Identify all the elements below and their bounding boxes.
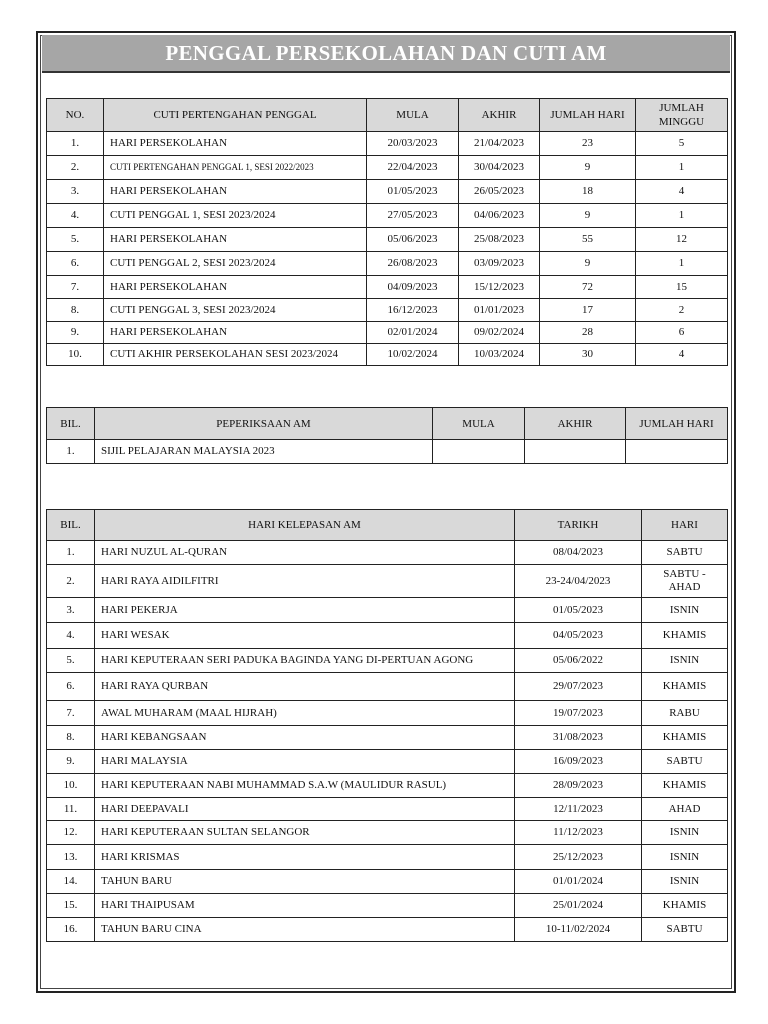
end-date: 25/08/2023 bbox=[459, 228, 540, 252]
row-number: 7. bbox=[47, 701, 95, 726]
term-name: HARI PERSEKOLAHAN bbox=[104, 180, 367, 204]
term-name: HARI PERSEKOLAHAN bbox=[104, 276, 367, 299]
col-header-start: MULA bbox=[433, 408, 525, 440]
table-row bbox=[47, 623, 728, 649]
holiday-day: SABTU bbox=[642, 918, 728, 942]
end-date: 15/12/2023 bbox=[459, 276, 540, 299]
col-header-exam: PEPERIKSAAN AM bbox=[95, 408, 433, 440]
total-weeks: 12 bbox=[636, 228, 728, 252]
table-row bbox=[47, 726, 728, 750]
row-number: 5. bbox=[47, 228, 104, 252]
start-date: 04/09/2023 bbox=[367, 276, 459, 299]
table-row bbox=[47, 204, 728, 228]
holiday-name: HARI WESAK bbox=[95, 623, 515, 649]
row-number: 5. bbox=[47, 649, 95, 673]
table-row bbox=[47, 821, 728, 845]
term-name: HARI PERSEKOLAHAN bbox=[104, 322, 367, 344]
row-number: 4. bbox=[47, 204, 104, 228]
col-header-date: TARIKH bbox=[515, 510, 642, 541]
start-date: 05/06/2023 bbox=[367, 228, 459, 252]
holiday-day: KHAMIS bbox=[642, 774, 728, 798]
term-name: HARI PERSEKOLAHAN bbox=[104, 228, 367, 252]
row-number: 6. bbox=[47, 673, 95, 701]
table-row bbox=[47, 701, 728, 726]
col-header-holiday: HARI KELEPASAN AM bbox=[95, 510, 515, 541]
table-row bbox=[47, 180, 728, 204]
col-header-bil: BIL. bbox=[47, 408, 95, 440]
col-header-end: AKHIR bbox=[459, 99, 540, 132]
holiday-day: ISNIN bbox=[642, 845, 728, 870]
end-date bbox=[525, 440, 626, 464]
holiday-day: SABTU bbox=[642, 541, 728, 565]
table-row bbox=[47, 894, 728, 918]
holiday-day: AHAD bbox=[642, 798, 728, 821]
holiday-date: 11/12/2023 bbox=[515, 821, 642, 845]
holiday-day: ISNIN bbox=[642, 649, 728, 673]
start-date: 02/01/2024 bbox=[367, 322, 459, 344]
table-row bbox=[47, 565, 728, 598]
table-header-row bbox=[47, 510, 728, 541]
row-number: 10. bbox=[47, 344, 104, 366]
holiday-date: 08/04/2023 bbox=[515, 541, 642, 565]
table-row bbox=[47, 132, 728, 156]
term-name: CUTI AKHIR PERSEKOLAHAN SESI 2023/2024 bbox=[104, 344, 367, 366]
col-header-days: JUMLAH HARI bbox=[540, 99, 636, 132]
total-weeks: 1 bbox=[636, 204, 728, 228]
table-header-row bbox=[47, 99, 728, 132]
holiday-name: HARI DEEPAVALI bbox=[95, 798, 515, 821]
row-number: 8. bbox=[47, 726, 95, 750]
start-date: 20/03/2023 bbox=[367, 132, 459, 156]
row-number: 16. bbox=[47, 918, 95, 942]
holiday-name: HARI KRISMAS bbox=[95, 845, 515, 870]
table-row bbox=[47, 276, 728, 299]
start-date bbox=[433, 440, 525, 464]
holiday-date: 04/05/2023 bbox=[515, 623, 642, 649]
holiday-name: HARI RAYA AIDILFITRI bbox=[95, 565, 515, 598]
table-row bbox=[47, 440, 728, 464]
holiday-day: ISNIN bbox=[642, 598, 728, 623]
term-name: CUTI PENGGAL 3, SESI 2023/2024 bbox=[104, 299, 367, 322]
start-date: 10/02/2024 bbox=[367, 344, 459, 366]
term-name: CUTI PERTENGAHAN PENGGAL 1, SESI 2022/2023 bbox=[104, 156, 367, 180]
holiday-date: 23-24/04/2023 bbox=[515, 565, 642, 598]
total-weeks: 1 bbox=[636, 252, 728, 276]
row-number: 11. bbox=[47, 798, 95, 821]
row-number: 6. bbox=[47, 252, 104, 276]
total-weeks: 6 bbox=[636, 322, 728, 344]
col-header-day: HARI bbox=[642, 510, 728, 541]
holiday-name: TAHUN BARU bbox=[95, 870, 515, 894]
start-date: 27/05/2023 bbox=[367, 204, 459, 228]
holiday-day: ISNIN bbox=[642, 821, 728, 845]
start-date: 26/08/2023 bbox=[367, 252, 459, 276]
table-row bbox=[47, 541, 728, 565]
row-number: 4. bbox=[47, 623, 95, 649]
holiday-date: 16/09/2023 bbox=[515, 750, 642, 774]
holiday-date: 12/11/2023 bbox=[515, 798, 642, 821]
col-header-name: CUTI PERTENGAHAN PENGGAL bbox=[104, 99, 367, 132]
total-days: 28 bbox=[540, 322, 636, 344]
exams-table bbox=[46, 407, 728, 464]
holiday-date: 25/01/2024 bbox=[515, 894, 642, 918]
holiday-date: 01/01/2024 bbox=[515, 870, 642, 894]
term-name: HARI PERSEKOLAHAN bbox=[104, 132, 367, 156]
total-days: 18 bbox=[540, 180, 636, 204]
holidays-table bbox=[46, 509, 728, 942]
holiday-name: HARI RAYA QURBAN bbox=[95, 673, 515, 701]
table-row bbox=[47, 228, 728, 252]
end-date: 30/04/2023 bbox=[459, 156, 540, 180]
total-days: 23 bbox=[540, 132, 636, 156]
holiday-day: SABTU - AHAD bbox=[642, 565, 728, 598]
col-header-bil: BIL. bbox=[47, 510, 95, 541]
holiday-day: KHAMIS bbox=[642, 894, 728, 918]
holiday-date: 01/05/2023 bbox=[515, 598, 642, 623]
end-date: 01/01/2023 bbox=[459, 299, 540, 322]
holiday-name: HARI NUZUL AL-QURAN bbox=[95, 541, 515, 565]
page-title: PENGGAL PERSEKOLAHAN DAN CUTI AM bbox=[165, 40, 607, 65]
holiday-date: 28/09/2023 bbox=[515, 774, 642, 798]
total-days: 72 bbox=[540, 276, 636, 299]
holiday-date: 29/07/2023 bbox=[515, 673, 642, 701]
table-header-row bbox=[47, 408, 728, 440]
total-days: 17 bbox=[540, 299, 636, 322]
table-row bbox=[47, 870, 728, 894]
table-row bbox=[47, 649, 728, 673]
row-number: 1. bbox=[47, 541, 95, 565]
end-date: 21/04/2023 bbox=[459, 132, 540, 156]
table-row bbox=[47, 252, 728, 276]
end-date: 09/02/2024 bbox=[459, 322, 540, 344]
holiday-day: KHAMIS bbox=[642, 623, 728, 649]
holiday-day: SABTU bbox=[642, 750, 728, 774]
holiday-name: HARI PEKERJA bbox=[95, 598, 515, 623]
row-number: 3. bbox=[47, 598, 95, 623]
exam-name: SIJIL PELAJARAN MALAYSIA 2023 bbox=[95, 440, 433, 464]
table-row bbox=[47, 750, 728, 774]
row-number: 9. bbox=[47, 750, 95, 774]
total-days bbox=[626, 440, 728, 464]
row-number: 13. bbox=[47, 845, 95, 870]
total-weeks: 1 bbox=[636, 156, 728, 180]
table-row bbox=[47, 918, 728, 942]
total-weeks: 4 bbox=[636, 180, 728, 204]
total-weeks: 15 bbox=[636, 276, 728, 299]
holiday-name: HARI KEPUTERAAN NABI MUHAMMAD S.A.W (MAULIDUR RASUL) bbox=[95, 774, 515, 798]
table-row bbox=[47, 673, 728, 701]
holiday-name: HARI KEPUTERAAN SULTAN SELANGOR bbox=[95, 821, 515, 845]
title-bar bbox=[42, 35, 730, 73]
end-date: 03/09/2023 bbox=[459, 252, 540, 276]
col-header-end: AKHIR bbox=[525, 408, 626, 440]
total-days: 9 bbox=[540, 252, 636, 276]
table-row bbox=[47, 299, 728, 322]
holiday-name: TAHUN BARU CINA bbox=[95, 918, 515, 942]
table-row bbox=[47, 845, 728, 870]
row-number: 7. bbox=[47, 276, 104, 299]
col-header-days: JUMLAH HARI bbox=[626, 408, 728, 440]
total-weeks: 2 bbox=[636, 299, 728, 322]
holiday-date: 19/07/2023 bbox=[515, 701, 642, 726]
holiday-name: HARI KEPUTERAAN SERI PADUKA BAGINDA YANG DI-PERTUAN AGONG bbox=[95, 649, 515, 673]
total-days: 55 bbox=[540, 228, 636, 252]
holiday-day: RABU bbox=[642, 701, 728, 726]
row-number: 2. bbox=[47, 565, 95, 598]
holiday-name: HARI MALAYSIA bbox=[95, 750, 515, 774]
row-number: 12. bbox=[47, 821, 95, 845]
row-number: 15. bbox=[47, 894, 95, 918]
holiday-day: ISNIN bbox=[642, 870, 728, 894]
holiday-date: 10-11/02/2024 bbox=[515, 918, 642, 942]
table-row bbox=[47, 156, 728, 180]
table-row bbox=[47, 774, 728, 798]
holiday-name: HARI THAIPUSAM bbox=[95, 894, 515, 918]
holiday-name: AWAL MUHARAM (MAAL HIJRAH) bbox=[95, 701, 515, 726]
row-number: 14. bbox=[47, 870, 95, 894]
col-header-no: NO. bbox=[47, 99, 104, 132]
end-date: 04/06/2023 bbox=[459, 204, 540, 228]
holiday-day: KHAMIS bbox=[642, 726, 728, 750]
start-date: 22/04/2023 bbox=[367, 156, 459, 180]
row-number: 9. bbox=[47, 322, 104, 344]
term-name: CUTI PENGGAL 1, SESI 2023/2024 bbox=[104, 204, 367, 228]
end-date: 26/05/2023 bbox=[459, 180, 540, 204]
total-weeks: 4 bbox=[636, 344, 728, 366]
start-date: 01/05/2023 bbox=[367, 180, 459, 204]
holiday-day: KHAMIS bbox=[642, 673, 728, 701]
col-header-start: MULA bbox=[367, 99, 459, 132]
table-row bbox=[47, 344, 728, 366]
table-row bbox=[47, 598, 728, 623]
row-number: 3. bbox=[47, 180, 104, 204]
total-days: 9 bbox=[540, 204, 636, 228]
total-days: 9 bbox=[540, 156, 636, 180]
table-row bbox=[47, 798, 728, 821]
holiday-name: HARI KEBANGSAAN bbox=[95, 726, 515, 750]
term-name: CUTI PENGGAL 2, SESI 2023/2024 bbox=[104, 252, 367, 276]
col-header-weeks: JUMLAH MINGGU bbox=[636, 99, 728, 132]
row-number: 1. bbox=[47, 440, 95, 464]
school-terms-table bbox=[46, 98, 728, 366]
end-date: 10/03/2024 bbox=[459, 344, 540, 366]
table-row bbox=[47, 322, 728, 344]
row-number: 2. bbox=[47, 156, 104, 180]
holiday-date: 31/08/2023 bbox=[515, 726, 642, 750]
total-days: 30 bbox=[540, 344, 636, 366]
holiday-date: 25/12/2023 bbox=[515, 845, 642, 870]
start-date: 16/12/2023 bbox=[367, 299, 459, 322]
holiday-date: 05/06/2022 bbox=[515, 649, 642, 673]
row-number: 1. bbox=[47, 132, 104, 156]
total-weeks: 5 bbox=[636, 132, 728, 156]
row-number: 10. bbox=[47, 774, 95, 798]
row-number: 8. bbox=[47, 299, 104, 322]
